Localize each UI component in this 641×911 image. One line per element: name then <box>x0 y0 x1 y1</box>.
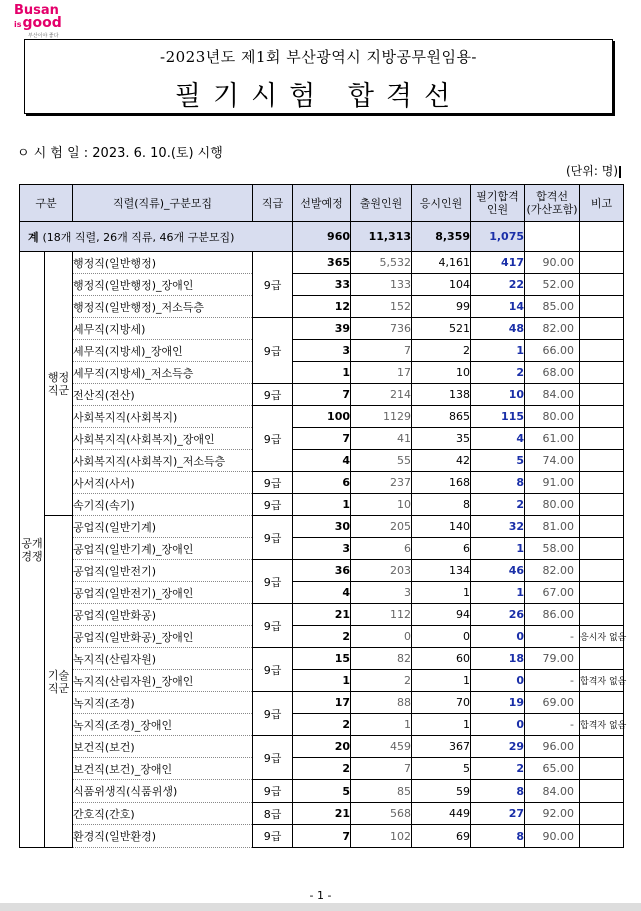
row-name: 행정직(일반행정)_저소득층 <box>73 296 253 318</box>
row-note <box>580 780 624 803</box>
table-row <box>20 318 624 340</box>
total-applied: 11,313 <box>351 222 412 252</box>
table-row <box>20 736 624 758</box>
group-open-competition: 공개 경쟁 <box>20 252 45 848</box>
row-note <box>580 648 624 670</box>
row-attended: 521 <box>412 318 471 340</box>
row-cutoff: 86.00 <box>525 604 580 626</box>
row-planned: 3 <box>293 538 351 560</box>
row-note <box>580 538 624 560</box>
page-title: 필기시험 합격선 <box>174 81 463 112</box>
row-attended: 8 <box>412 494 471 516</box>
row-applied: 736 <box>351 318 412 340</box>
row-passed: 1 <box>471 582 525 604</box>
row-grade: 9급 <box>253 318 293 384</box>
header-name: 직렬(직류)_구분모집 <box>73 185 253 222</box>
table-row <box>20 384 624 406</box>
row-note <box>580 318 624 340</box>
row-planned: 4 <box>293 450 351 472</box>
header-passed: 필기합격 인원 <box>471 185 525 222</box>
table-row <box>20 274 624 296</box>
row-cutoff: 84.00 <box>525 780 580 803</box>
header-planned: 선발예정 <box>293 185 351 222</box>
row-attended: 60 <box>412 648 471 670</box>
row-attended: 35 <box>412 428 471 450</box>
row-name: 행정직(일반행정)_장애인 <box>73 274 253 296</box>
row-planned: 39 <box>293 318 351 340</box>
row-name: 공업직(일반화공) <box>73 604 253 626</box>
row-attended: 5 <box>412 758 471 780</box>
total-note-empty <box>580 222 624 252</box>
row-note: 합격자 없음 <box>580 714 624 736</box>
row-applied: 2 <box>351 670 412 692</box>
row-applied: 203 <box>351 560 412 582</box>
row-applied: 152 <box>351 296 412 318</box>
header-applied: 출원인원 <box>351 185 412 222</box>
row-applied: 102 <box>351 825 412 848</box>
row-note <box>580 428 624 450</box>
table-row <box>20 538 624 560</box>
group-tech: 기술 직군 <box>45 516 73 848</box>
row-applied: 17 <box>351 362 412 384</box>
row-passed: 22 <box>471 274 525 296</box>
row-grade: 9급 <box>253 472 293 494</box>
row-passed: 115 <box>471 406 525 428</box>
table-row <box>20 582 624 604</box>
row-planned: 12 <box>293 296 351 318</box>
row-passed: 1 <box>471 340 525 362</box>
row-attended: 99 <box>412 296 471 318</box>
row-passed: 29 <box>471 736 525 758</box>
row-applied: 0 <box>351 626 412 648</box>
row-name: 세무직(지방세) <box>73 318 253 340</box>
row-planned: 7 <box>293 825 351 848</box>
row-passed: 8 <box>471 472 525 494</box>
row-cutoff: 84.00 <box>525 384 580 406</box>
row-applied: 459 <box>351 736 412 758</box>
row-passed: 46 <box>471 560 525 582</box>
row-name: 공업직(일반전기) <box>73 560 253 582</box>
row-note <box>580 516 624 538</box>
row-name: 사회복지직(사회복지) <box>73 406 253 428</box>
row-cutoff: 82.00 <box>525 560 580 582</box>
row-applied: 55 <box>351 450 412 472</box>
table-row <box>20 803 624 825</box>
row-passed: 2 <box>471 758 525 780</box>
row-grade: 8급 <box>253 803 293 825</box>
row-name: 사회복지직(사회복지)_저소득층 <box>73 450 253 472</box>
table-row <box>20 780 624 803</box>
header-cutoff: 합격선 (가산포함) <box>525 185 580 222</box>
table-row <box>20 406 624 428</box>
row-planned: 1 <box>293 494 351 516</box>
header-group: 구분 <box>20 185 73 222</box>
row-planned: 2 <box>293 758 351 780</box>
row-passed: 18 <box>471 648 525 670</box>
total-planned: 960 <box>293 222 351 252</box>
table-row <box>20 252 624 274</box>
row-attended: 4,161 <box>412 252 471 274</box>
row-passed: 5 <box>471 450 525 472</box>
row-planned: 17 <box>293 692 351 714</box>
row-note <box>580 450 624 472</box>
table-row <box>20 428 624 450</box>
row-cutoff: 68.00 <box>525 362 580 384</box>
row-grade: 9급 <box>253 494 293 516</box>
table-row <box>20 825 624 848</box>
row-applied: 133 <box>351 274 412 296</box>
table-row <box>20 604 624 626</box>
header-note: 비고 <box>580 185 624 222</box>
row-cutoff: 67.00 <box>525 582 580 604</box>
row-grade: 9급 <box>253 604 293 648</box>
row-attended: 59 <box>412 780 471 803</box>
table-row <box>20 692 624 714</box>
row-grade: 9급 <box>253 736 293 780</box>
unit-bar-mark <box>619 166 621 178</box>
row-name: 환경직(일반환경) <box>73 825 253 848</box>
row-attended: 1 <box>412 714 471 736</box>
row-passed: 2 <box>471 494 525 516</box>
row-note <box>580 825 624 848</box>
row-attended: 0 <box>412 626 471 648</box>
row-note <box>580 296 624 318</box>
row-name: 녹지직(조경)_장애인 <box>73 714 253 736</box>
row-applied: 205 <box>351 516 412 538</box>
row-note <box>580 560 624 582</box>
row-attended: 6 <box>412 538 471 560</box>
total-label: 계 (18개 직렬, 26개 직류, 46개 구분모집) <box>20 222 293 252</box>
row-attended: 449 <box>412 803 471 825</box>
row-attended: 134 <box>412 560 471 582</box>
row-attended: 70 <box>412 692 471 714</box>
row-passed: 0 <box>471 626 525 648</box>
row-planned: 1 <box>293 362 351 384</box>
row-planned: 100 <box>293 406 351 428</box>
row-applied: 85 <box>351 780 412 803</box>
row-applied: 568 <box>351 803 412 825</box>
row-passed: 32 <box>471 516 525 538</box>
table-header-row <box>20 185 624 222</box>
row-cutoff: 91.00 <box>525 472 580 494</box>
table-row <box>20 758 624 780</box>
row-passed: 19 <box>471 692 525 714</box>
row-note <box>580 384 624 406</box>
row-attended: 10 <box>412 362 471 384</box>
unit-label: (단위: 명) <box>566 162 621 179</box>
row-cutoff: 90.00 <box>525 252 580 274</box>
row-grade: 9급 <box>253 648 293 692</box>
row-note <box>580 692 624 714</box>
row-passed: 4 <box>471 428 525 450</box>
table-row <box>20 626 624 648</box>
logo-is-text: is <box>14 20 22 29</box>
row-cutoff: 61.00 <box>525 428 580 450</box>
row-cutoff: 92.00 <box>525 803 580 825</box>
row-cutoff: 74.00 <box>525 450 580 472</box>
row-applied: 237 <box>351 472 412 494</box>
row-attended: 69 <box>412 825 471 848</box>
row-applied: 3 <box>351 582 412 604</box>
row-note <box>580 494 624 516</box>
row-name: 녹지직(산림자원)_장애인 <box>73 670 253 692</box>
row-note <box>580 362 624 384</box>
row-attended: 865 <box>412 406 471 428</box>
row-cutoff: 85.00 <box>525 296 580 318</box>
row-passed: 14 <box>471 296 525 318</box>
total-attended: 8,359 <box>412 222 471 252</box>
row-passed: 2 <box>471 362 525 384</box>
row-planned: 3 <box>293 340 351 362</box>
row-note: 합격자 없음 <box>580 670 624 692</box>
row-cutoff: 81.00 <box>525 516 580 538</box>
row-grade: 9급 <box>253 560 293 604</box>
row-attended: 138 <box>412 384 471 406</box>
row-passed: 26 <box>471 604 525 626</box>
row-note <box>580 803 624 825</box>
row-name: 공업직(일반전기)_장애인 <box>73 582 253 604</box>
row-name: 공업직(일반기계)_장애인 <box>73 538 253 560</box>
row-note: 응시자 없음 <box>580 626 624 648</box>
table-row <box>20 648 624 670</box>
row-applied: 88 <box>351 692 412 714</box>
row-planned: 7 <box>293 428 351 450</box>
row-grade: 9급 <box>253 780 293 803</box>
row-applied: 1129 <box>351 406 412 428</box>
row-note <box>580 340 624 362</box>
logo-tagline: 부산이야 좋다 <box>28 33 59 39</box>
row-planned: 2 <box>293 714 351 736</box>
row-planned: 15 <box>293 648 351 670</box>
row-name: 공업직(일반화공)_장애인 <box>73 626 253 648</box>
row-attended: 1 <box>412 670 471 692</box>
row-applied: 7 <box>351 758 412 780</box>
row-passed: 8 <box>471 780 525 803</box>
row-note <box>580 604 624 626</box>
table-row <box>20 516 624 538</box>
row-applied: 10 <box>351 494 412 516</box>
row-planned: 21 <box>293 803 351 825</box>
row-note <box>580 274 624 296</box>
row-planned: 6 <box>293 472 351 494</box>
row-name: 속기직(속기) <box>73 494 253 516</box>
row-passed: 0 <box>471 714 525 736</box>
row-planned: 2 <box>293 626 351 648</box>
title-box <box>24 39 613 114</box>
row-name: 세무직(지방세)_저소득층 <box>73 362 253 384</box>
table-row <box>20 362 624 384</box>
row-planned: 4 <box>293 582 351 604</box>
row-applied: 6 <box>351 538 412 560</box>
row-attended: 140 <box>412 516 471 538</box>
row-applied: 7 <box>351 340 412 362</box>
row-passed: 417 <box>471 252 525 274</box>
row-cutoff: 66.00 <box>525 340 580 362</box>
row-passed: 0 <box>471 670 525 692</box>
exam-date: ㅇ 시 험 일 : 2023. 6. 10.(토) 시행 <box>17 146 223 161</box>
row-name: 사회복지직(사회복지)_장애인 <box>73 428 253 450</box>
row-note <box>580 582 624 604</box>
row-cutoff: 52.00 <box>525 274 580 296</box>
row-applied: 214 <box>351 384 412 406</box>
row-cutoff: 96.00 <box>525 736 580 758</box>
header-attended: 응시인원 <box>412 185 471 222</box>
row-planned: 33 <box>293 274 351 296</box>
row-name: 보건직(보건) <box>73 736 253 758</box>
logo-good-text: good <box>22 15 62 31</box>
row-cutoff: 69.00 <box>525 692 580 714</box>
row-name: 행정직(일반행정) <box>73 252 253 274</box>
table-row <box>20 472 624 494</box>
row-planned: 30 <box>293 516 351 538</box>
row-name: 보건직(보건)_장애인 <box>73 758 253 780</box>
row-applied: 1 <box>351 714 412 736</box>
row-name: 간호직(간호) <box>73 803 253 825</box>
row-applied: 112 <box>351 604 412 626</box>
row-cutoff: 80.00 <box>525 494 580 516</box>
row-note <box>580 472 624 494</box>
table-row <box>20 296 624 318</box>
row-planned: 5 <box>293 780 351 803</box>
row-cutoff: 65.00 <box>525 758 580 780</box>
row-grade: 9급 <box>253 692 293 736</box>
row-name: 전산직(전산) <box>73 384 253 406</box>
group-admin: 행정 직군 <box>45 252 73 516</box>
row-planned: 20 <box>293 736 351 758</box>
row-attended: 367 <box>412 736 471 758</box>
row-name: 녹지직(조경) <box>73 692 253 714</box>
row-cutoff: 80.00 <box>525 406 580 428</box>
row-attended: 168 <box>412 472 471 494</box>
row-grade: 9급 <box>253 406 293 472</box>
row-name: 사서직(사서) <box>73 472 253 494</box>
row-applied: 5,532 <box>351 252 412 274</box>
row-name: 녹지직(산림자원) <box>73 648 253 670</box>
row-cutoff: 82.00 <box>525 318 580 340</box>
page-bottom-strip <box>0 903 641 911</box>
row-cutoff: 58.00 <box>525 538 580 560</box>
total-row <box>20 222 624 252</box>
row-name: 세무직(지방세)_장애인 <box>73 340 253 362</box>
row-grade: 9급 <box>253 252 293 318</box>
row-name: 공업직(일반기계) <box>73 516 253 538</box>
total-cutoff-empty <box>525 222 580 252</box>
row-planned: 7 <box>293 384 351 406</box>
row-grade: 9급 <box>253 825 293 848</box>
row-attended: 104 <box>412 274 471 296</box>
logo-busan-text: Busan <box>14 3 59 18</box>
row-passed: 10 <box>471 384 525 406</box>
row-attended: 42 <box>412 450 471 472</box>
row-cutoff: - <box>525 714 580 736</box>
row-planned: 365 <box>293 252 351 274</box>
table-row <box>20 340 624 362</box>
row-passed: 1 <box>471 538 525 560</box>
table-row <box>20 714 624 736</box>
row-note <box>580 758 624 780</box>
header-grade: 직급 <box>253 185 293 222</box>
busan-logo <box>14 4 64 40</box>
row-planned: 36 <box>293 560 351 582</box>
results-table <box>19 184 627 848</box>
row-name: 식품위생직(식품위생) <box>73 780 253 803</box>
row-note <box>580 252 624 274</box>
row-note <box>580 736 624 758</box>
table-row <box>20 670 624 692</box>
table-row <box>20 450 624 472</box>
row-attended: 1 <box>412 582 471 604</box>
row-applied: 41 <box>351 428 412 450</box>
table-row <box>20 560 624 582</box>
row-cutoff: 79.00 <box>525 648 580 670</box>
row-planned: 21 <box>293 604 351 626</box>
row-note <box>580 406 624 428</box>
row-attended: 2 <box>412 340 471 362</box>
row-grade: 9급 <box>253 516 293 560</box>
row-applied: 82 <box>351 648 412 670</box>
row-cutoff: - <box>525 670 580 692</box>
page-number: - 1 - <box>309 889 332 902</box>
table-row <box>20 494 624 516</box>
row-grade: 9급 <box>253 384 293 406</box>
row-planned: 1 <box>293 670 351 692</box>
title-subheading: -2023년도 제1회 부산광역시 지방공무원임용- <box>160 48 477 66</box>
row-passed: 48 <box>471 318 525 340</box>
row-cutoff: - <box>525 626 580 648</box>
row-passed: 8 <box>471 825 525 848</box>
row-attended: 94 <box>412 604 471 626</box>
total-passed: 1,075 <box>471 222 525 252</box>
row-passed: 27 <box>471 803 525 825</box>
row-cutoff: 90.00 <box>525 825 580 848</box>
